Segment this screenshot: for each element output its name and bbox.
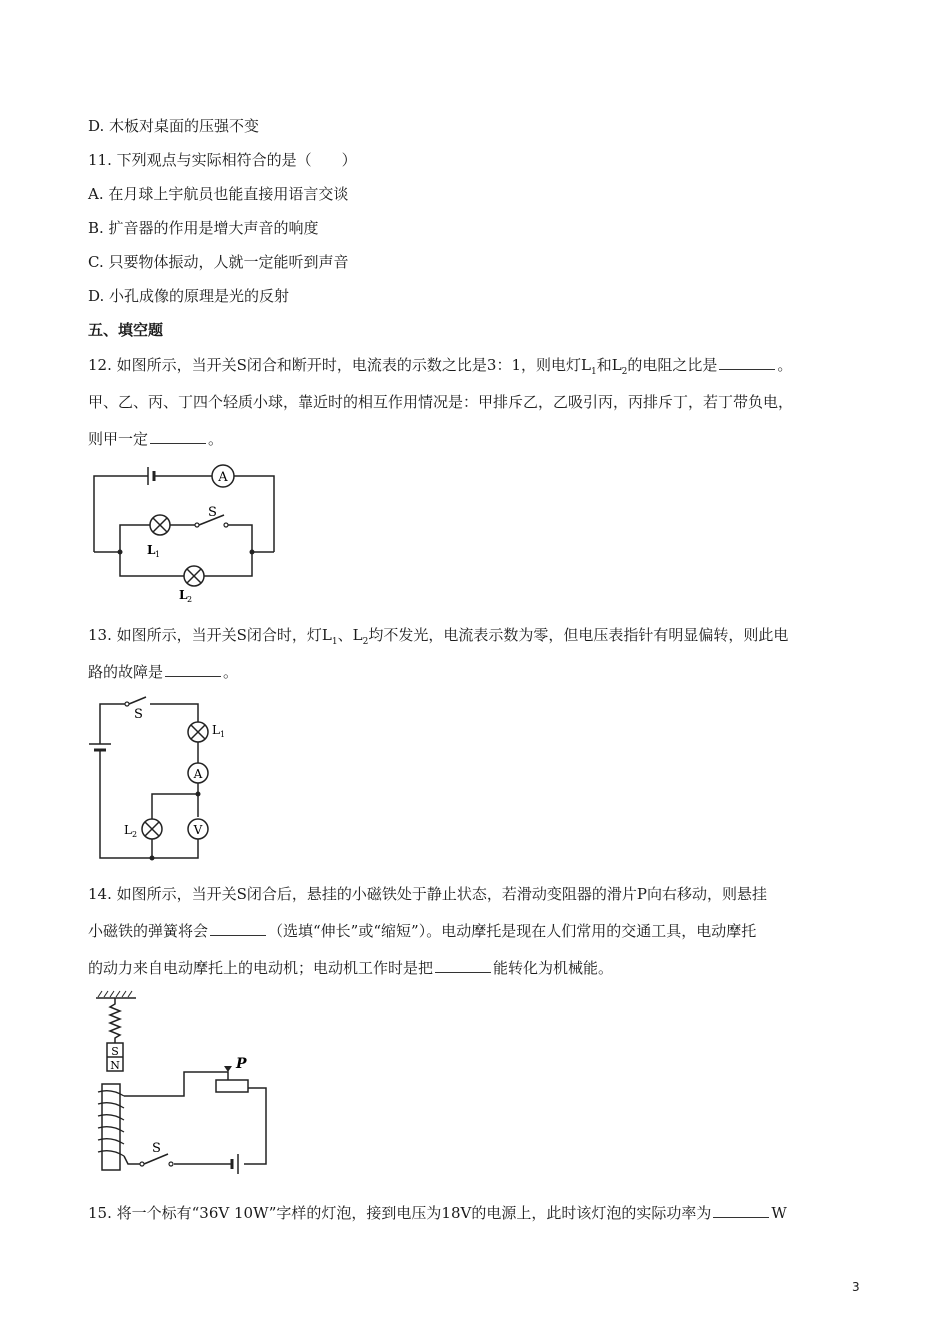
electromagnet-figure-14 [88,988,278,1178]
circuit-figure-12 [86,458,286,608]
magnet-south-label: S [111,1045,119,1058]
svg-text:1: 1 [155,550,161,559]
slider-label: P [236,1056,247,1072]
q12-line-1: 12. 如图所示，当开关S闭合和断开时，电流表的示数之比是3：1，则电灯$L_1$和$L_2$的电阻之比是 。 [88,356,793,377]
magnet-north-label: N [110,1059,120,1072]
q11-option-b: B. 扩音器的作用是增大声音的响度 [88,219,319,237]
q10-option-d: D. 木板对桌面的压强不变 [88,117,260,135]
ammeter-label: A [218,470,228,485]
lamp1-label: L [147,543,156,557]
svg-text:1: 1 [220,730,226,739]
q14-line-2: 小磁铁的弹簧将会 （选填“伸长”或“缩短”）。电动摩托是现在人们常用的交通工具，电动摩托 [88,922,757,940]
svg-text:2: 2 [187,595,193,604]
q11-option-a: A. 在月球上宇航员也能直接用语言交谈 [88,185,349,203]
q15-line-1: 15. 将一个标有“36V 10W”字样的灯泡，接到电压为18V的电源上，此时该灯泡的实际功率为 W [88,1204,787,1222]
answer-blank[interactable] [165,662,221,677]
switch-label: S [208,505,217,520]
answer-blank[interactable] [210,921,266,936]
q11-stem: 11. 下列观点与实际相符合的是（ ） [88,151,357,169]
page-number: 3 [852,1280,860,1294]
circuit-figure-13 [86,694,256,869]
q14-line-1: 14. 如图所示，当开关S闭合后，悬挂的小磁铁处于静止状态，若滑动变阻器的滑片P向右移动，则悬挂 [88,885,767,903]
voltmeter-label: V [193,823,203,837]
lamp1-label: L [212,723,220,737]
q13-line-1: 13. 如图所示，当开关S闭合时，灯$L_1$、$L_2$均不发光，电流表示数为零，但电压表指针有明显偏转，则此电 [88,626,789,647]
answer-blank[interactable] [719,355,775,370]
q12-line-3: 则甲一定 。 [88,430,224,448]
answer-blank[interactable] [713,1203,769,1218]
answer-blank[interactable] [435,958,491,973]
q11-option-d: D. 小孔成像的原理是光的反射 [88,287,290,305]
lamp2-label: L [179,588,188,602]
answer-blank[interactable] [150,429,206,444]
q13-line-2: 路的故障是 。 [88,663,239,681]
q14-line-3: 的动力来自电动摩托上的电动机；电动机工作时是把 能转化为机械能。 [88,959,614,977]
q12-line-2: 甲、乙、丙、丁四个轻质小球，靠近时的相互作用情况是：甲排斥乙，乙吸引丙，丙排斥丁，若丁带负电， [88,393,794,411]
switch-label: S [134,707,143,722]
switch-label: S [152,1141,161,1156]
svg-text:2: 2 [132,830,138,839]
ammeter-label: A [193,767,203,781]
lamp2-label: L [124,823,132,837]
section-heading: 五、填空题 [88,321,164,339]
q11-option-c: C. 只要物体振动，人就一定能听到声音 [88,253,349,271]
